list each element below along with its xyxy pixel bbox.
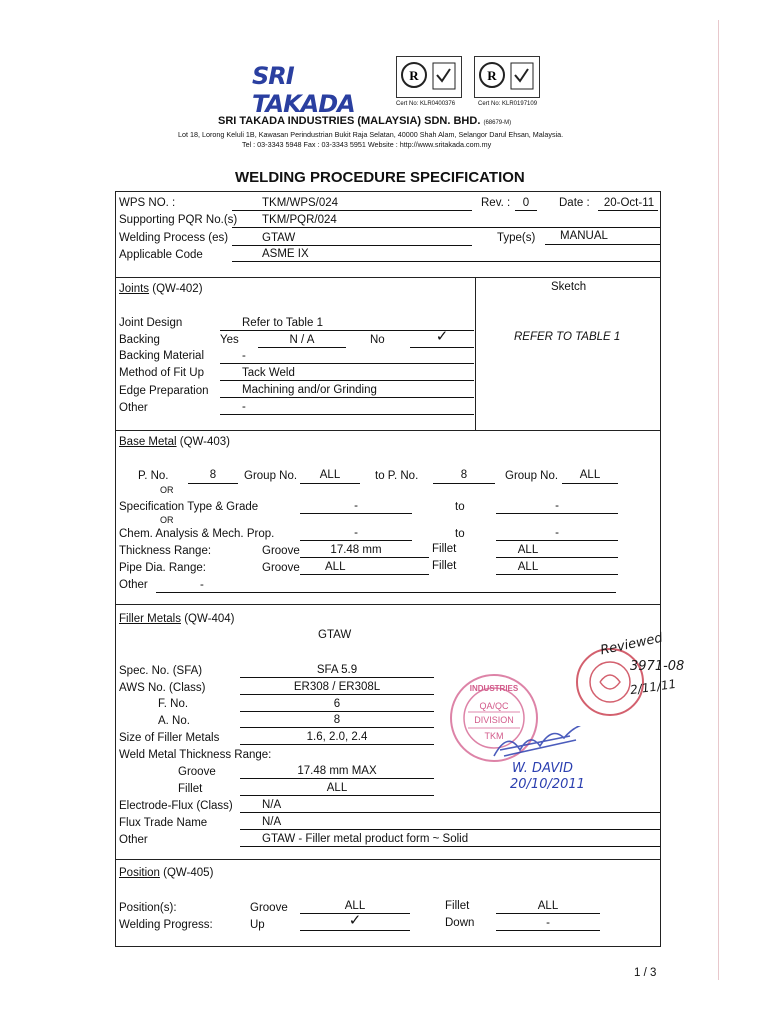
thickness-label: Thickness Range: bbox=[119, 545, 212, 557]
cert-badge-1 bbox=[396, 56, 462, 98]
position-groove-label: Groove bbox=[250, 902, 288, 914]
thickness-fillet-value: ALL bbox=[517, 544, 539, 556]
wmt-fillet-label: Fillet bbox=[178, 783, 203, 795]
spec-to-underline bbox=[496, 513, 618, 514]
progress-down-underline bbox=[496, 930, 600, 931]
size-value: 1.6, 2.0, 2.4 bbox=[306, 731, 368, 743]
spec-to-value: - bbox=[555, 500, 559, 512]
svg-text:R: R bbox=[409, 68, 419, 83]
backing-yes-underline bbox=[258, 347, 346, 348]
cert-number-1: Cert No: KLR0400376 bbox=[396, 101, 456, 107]
pipe-fillet-underline bbox=[496, 574, 618, 575]
joint-design-label: Joint Design bbox=[119, 317, 183, 329]
position-title: Position bbox=[119, 867, 160, 879]
group2-label: Group No. bbox=[505, 470, 559, 482]
page-number: 1 / 3 bbox=[634, 967, 657, 979]
code-number-note: 3971-08 bbox=[630, 659, 685, 674]
pno-underline bbox=[188, 483, 238, 484]
size-label: Size of Filler Metals bbox=[119, 732, 220, 744]
flux-label: Flux Trade Name bbox=[119, 817, 208, 829]
thickness-groove-underline bbox=[300, 557, 429, 558]
progress-up-label: Up bbox=[250, 919, 265, 931]
electrode-label: Electrode-Flux (Class) bbox=[119, 800, 233, 812]
filler-other-underline bbox=[240, 846, 660, 847]
progress-up-underline bbox=[300, 930, 410, 931]
chem-to-value: - bbox=[555, 527, 559, 539]
group2-value: ALL bbox=[579, 469, 601, 481]
code-label: Applicable Code bbox=[119, 249, 203, 261]
edge-value: Machining and/or Grinding bbox=[242, 384, 377, 396]
fitup-label: Method of Fit Up bbox=[119, 367, 205, 379]
group-value: ALL bbox=[319, 469, 341, 481]
company-logo bbox=[252, 62, 387, 118]
sfa-underline bbox=[240, 677, 434, 678]
qaqc-stamp-line2: QA/QC bbox=[479, 701, 509, 711]
process-underline bbox=[232, 245, 472, 246]
signature-scribble bbox=[490, 726, 590, 762]
backing-material-label: Backing Material bbox=[119, 350, 205, 362]
signer-name: W. DAVID bbox=[512, 761, 574, 776]
joints-heading bbox=[119, 282, 203, 296]
position-heading bbox=[119, 866, 213, 880]
ukas-cert-icon bbox=[475, 57, 539, 97]
chem-value: - bbox=[354, 527, 358, 539]
svg-text:R: R bbox=[487, 68, 497, 83]
rev-value: 0 bbox=[522, 197, 530, 209]
qaqc-stamp-line3: DIVISION bbox=[474, 715, 514, 725]
pipe-groove-value: ALL bbox=[325, 561, 346, 573]
spec-underline bbox=[300, 513, 412, 514]
filler-process: GTAW bbox=[318, 629, 352, 641]
to-pno-label: to P. No. bbox=[375, 470, 419, 482]
rev-underline bbox=[515, 210, 537, 211]
sketch-divider bbox=[475, 277, 476, 430]
flux-underline bbox=[240, 829, 660, 830]
position-ref: (QW-405) bbox=[163, 867, 214, 879]
review-date-note: 2/11/11 bbox=[629, 676, 678, 698]
date-underline bbox=[598, 210, 658, 211]
filler-title: Filler Metals bbox=[119, 613, 181, 625]
wmt-groove-label: Groove bbox=[178, 766, 216, 778]
sfa-label: Spec. No. (SFA) bbox=[119, 665, 203, 677]
or-label-2: OR bbox=[160, 515, 174, 525]
joints-ref: (QW-402) bbox=[152, 283, 203, 295]
section-divider bbox=[115, 604, 661, 605]
wmt-groove-value: 17.48 mm MAX bbox=[297, 765, 377, 777]
signature-mark bbox=[490, 726, 590, 762]
company-reg-no: (68679-M) bbox=[483, 120, 512, 126]
backing-material-value: - bbox=[242, 350, 246, 362]
company-name-text: SRI TAKADA INDUSTRIES (MALAYSIA) SDN. BHD. bbox=[218, 115, 481, 127]
section-divider bbox=[115, 277, 661, 278]
type-underline bbox=[545, 244, 660, 245]
sign-date: 20/10/2011 bbox=[510, 777, 585, 792]
sketch-label: Sketch bbox=[551, 281, 587, 293]
wmt-fillet-value: ALL bbox=[326, 782, 348, 794]
position-fillet-label: Fillet bbox=[445, 900, 470, 912]
to-pno-underline bbox=[433, 483, 495, 484]
wmt-groove-underline bbox=[240, 778, 434, 779]
or-label-1: OR bbox=[160, 485, 174, 495]
wps-label: WPS NO. : bbox=[119, 197, 176, 209]
position-groove-value: ALL bbox=[344, 900, 366, 912]
joints-other-underline bbox=[220, 414, 474, 415]
filler-other-label: Other bbox=[119, 834, 148, 846]
pqr-value: TKM/PQR/024 bbox=[262, 214, 337, 226]
base-metal-title: Base Metal bbox=[119, 436, 177, 448]
electrode-underline bbox=[240, 812, 660, 813]
document-title: WELDING PROCEDURE SPECIFICATION bbox=[235, 169, 525, 186]
process-value: GTAW bbox=[262, 232, 296, 244]
joints-title: Joints bbox=[119, 283, 150, 295]
qaqc-stamp-line4: TKM bbox=[484, 731, 504, 741]
aws-label: AWS No. (Class) bbox=[119, 682, 206, 694]
progress-label: Welding Progress: bbox=[119, 919, 213, 931]
size-underline bbox=[240, 744, 434, 745]
date-label: Date : bbox=[559, 197, 590, 209]
backing-yes-value: N / A bbox=[289, 334, 315, 346]
thickness-fillet-label: Fillet bbox=[432, 543, 457, 555]
pno-label: P. No. bbox=[138, 470, 169, 482]
backing-no-check: ✓ bbox=[435, 328, 449, 345]
process-label: Welding Process (es) bbox=[119, 232, 229, 244]
code-underline bbox=[232, 261, 660, 262]
date-value: 20-Oct-11 bbox=[603, 197, 655, 209]
fno-underline bbox=[240, 711, 434, 712]
joints-other-value: - bbox=[242, 401, 246, 413]
pipe-fillet-label: Fillet bbox=[432, 560, 457, 572]
qaqc-stamp-top: INDUSTRIES bbox=[469, 684, 519, 693]
cert-number-2: Cert No: KLR0197109 bbox=[478, 101, 538, 107]
company-contact: Tel : 03-3343 5948 Fax : 03-3343 5951 Website : http://www.sritakada.com.my bbox=[242, 140, 492, 149]
rev-label: Rev. : bbox=[481, 197, 511, 209]
reviewed-note: Reviewed bbox=[599, 630, 664, 659]
ano-label: A. No. bbox=[158, 715, 190, 727]
pqr-underline bbox=[232, 227, 660, 228]
aws-underline bbox=[240, 694, 434, 695]
wps-underline bbox=[232, 210, 472, 211]
filler-ref: (QW-404) bbox=[184, 613, 235, 625]
right-edge-mark bbox=[718, 20, 719, 980]
progress-up-check: ✓ bbox=[348, 912, 362, 929]
base-other-label: Other bbox=[119, 579, 148, 591]
thickness-fillet-underline bbox=[496, 557, 618, 558]
group2-underline bbox=[562, 483, 618, 484]
progress-down-value: - bbox=[546, 917, 550, 929]
wps-value: TKM/WPS/024 bbox=[262, 197, 339, 209]
fno-label: F. No. bbox=[158, 698, 189, 710]
section-divider bbox=[115, 430, 661, 431]
pipe-groove-underline bbox=[300, 574, 429, 575]
backing-no-label: No bbox=[370, 334, 385, 346]
backing-yes-label: Yes bbox=[220, 334, 239, 346]
filler-heading bbox=[119, 612, 234, 626]
edge-label: Edge Preparation bbox=[119, 385, 209, 397]
cert-badge-2 bbox=[474, 56, 540, 98]
thickness-groove-value: 17.48 mm bbox=[330, 544, 382, 556]
sfa-value: SFA 5.9 bbox=[316, 664, 358, 676]
spec-value: - bbox=[354, 500, 358, 512]
positions-label: Position(s): bbox=[119, 902, 177, 914]
section-divider bbox=[115, 859, 661, 860]
base-other-value: - bbox=[200, 579, 204, 591]
chem-to-label: to bbox=[455, 528, 465, 540]
base-other-underline bbox=[156, 592, 616, 593]
spec-label: Specification Type & Grade bbox=[119, 501, 259, 513]
chem-underline bbox=[300, 540, 412, 541]
to-pno-value: 8 bbox=[460, 469, 468, 481]
joints-other-label: Other bbox=[119, 402, 148, 414]
chem-label: Chem. Analysis & Mech. Prop. bbox=[119, 528, 275, 540]
progress-down-label: Down bbox=[445, 917, 475, 929]
wmt-fillet-underline bbox=[240, 795, 434, 796]
aws-value: ER308 / ER308L bbox=[293, 681, 381, 693]
logo-text: SRI TAKADA bbox=[252, 62, 355, 118]
fitup-underline bbox=[220, 380, 474, 381]
backing-no-underline bbox=[410, 347, 474, 348]
ano-underline bbox=[240, 727, 434, 728]
sketch-note: REFER TO TABLE 1 bbox=[514, 331, 621, 343]
ano-value: 8 bbox=[333, 714, 341, 726]
base-metal-ref: (QW-403) bbox=[179, 436, 231, 448]
type-label: Type(s) bbox=[497, 232, 536, 244]
type-value: MANUAL bbox=[560, 230, 608, 242]
pqr-label: Supporting PQR No.(s) bbox=[119, 214, 238, 226]
flux-value: N/A bbox=[262, 816, 282, 828]
base-metal-heading bbox=[119, 435, 230, 449]
company-address: Lot 18, Lorong Keluli 1B, Kawasan Perindustrian Bukit Raja Selatan, 40000 Shah Alam, Selangor Darul Ehsan, Malaysia. bbox=[178, 130, 564, 139]
fitup-value: Tack Weld bbox=[242, 367, 295, 379]
pipe-groove-label: Groove bbox=[262, 562, 300, 574]
position-fillet-value: ALL bbox=[537, 900, 559, 912]
code-value: ASME IX bbox=[262, 248, 309, 260]
edge-underline bbox=[220, 397, 474, 398]
chem-to-underline bbox=[496, 540, 618, 541]
electrode-value: N/A bbox=[262, 799, 282, 811]
pno-value: 8 bbox=[209, 469, 217, 481]
spec-to-label: to bbox=[455, 501, 465, 513]
pipe-fillet-value: ALL bbox=[517, 561, 539, 573]
joint-design-value: Refer to Table 1 bbox=[242, 317, 323, 329]
pipe-label: Pipe Dia. Range: bbox=[119, 562, 206, 574]
group-underline bbox=[300, 483, 360, 484]
filler-other-value: GTAW - Filler metal product form ~ Solid bbox=[262, 833, 469, 845]
fno-value: 6 bbox=[333, 698, 341, 710]
thickness-groove-label: Groove bbox=[262, 545, 300, 557]
group-label: Group No. bbox=[244, 470, 298, 482]
backing-material-underline bbox=[220, 363, 474, 364]
backing-label: Backing bbox=[119, 334, 160, 346]
position-fillet-underline bbox=[496, 913, 600, 914]
wmt-label: Weld Metal Thickness Range: bbox=[119, 749, 272, 761]
ukas-cert-icon bbox=[397, 57, 461, 97]
